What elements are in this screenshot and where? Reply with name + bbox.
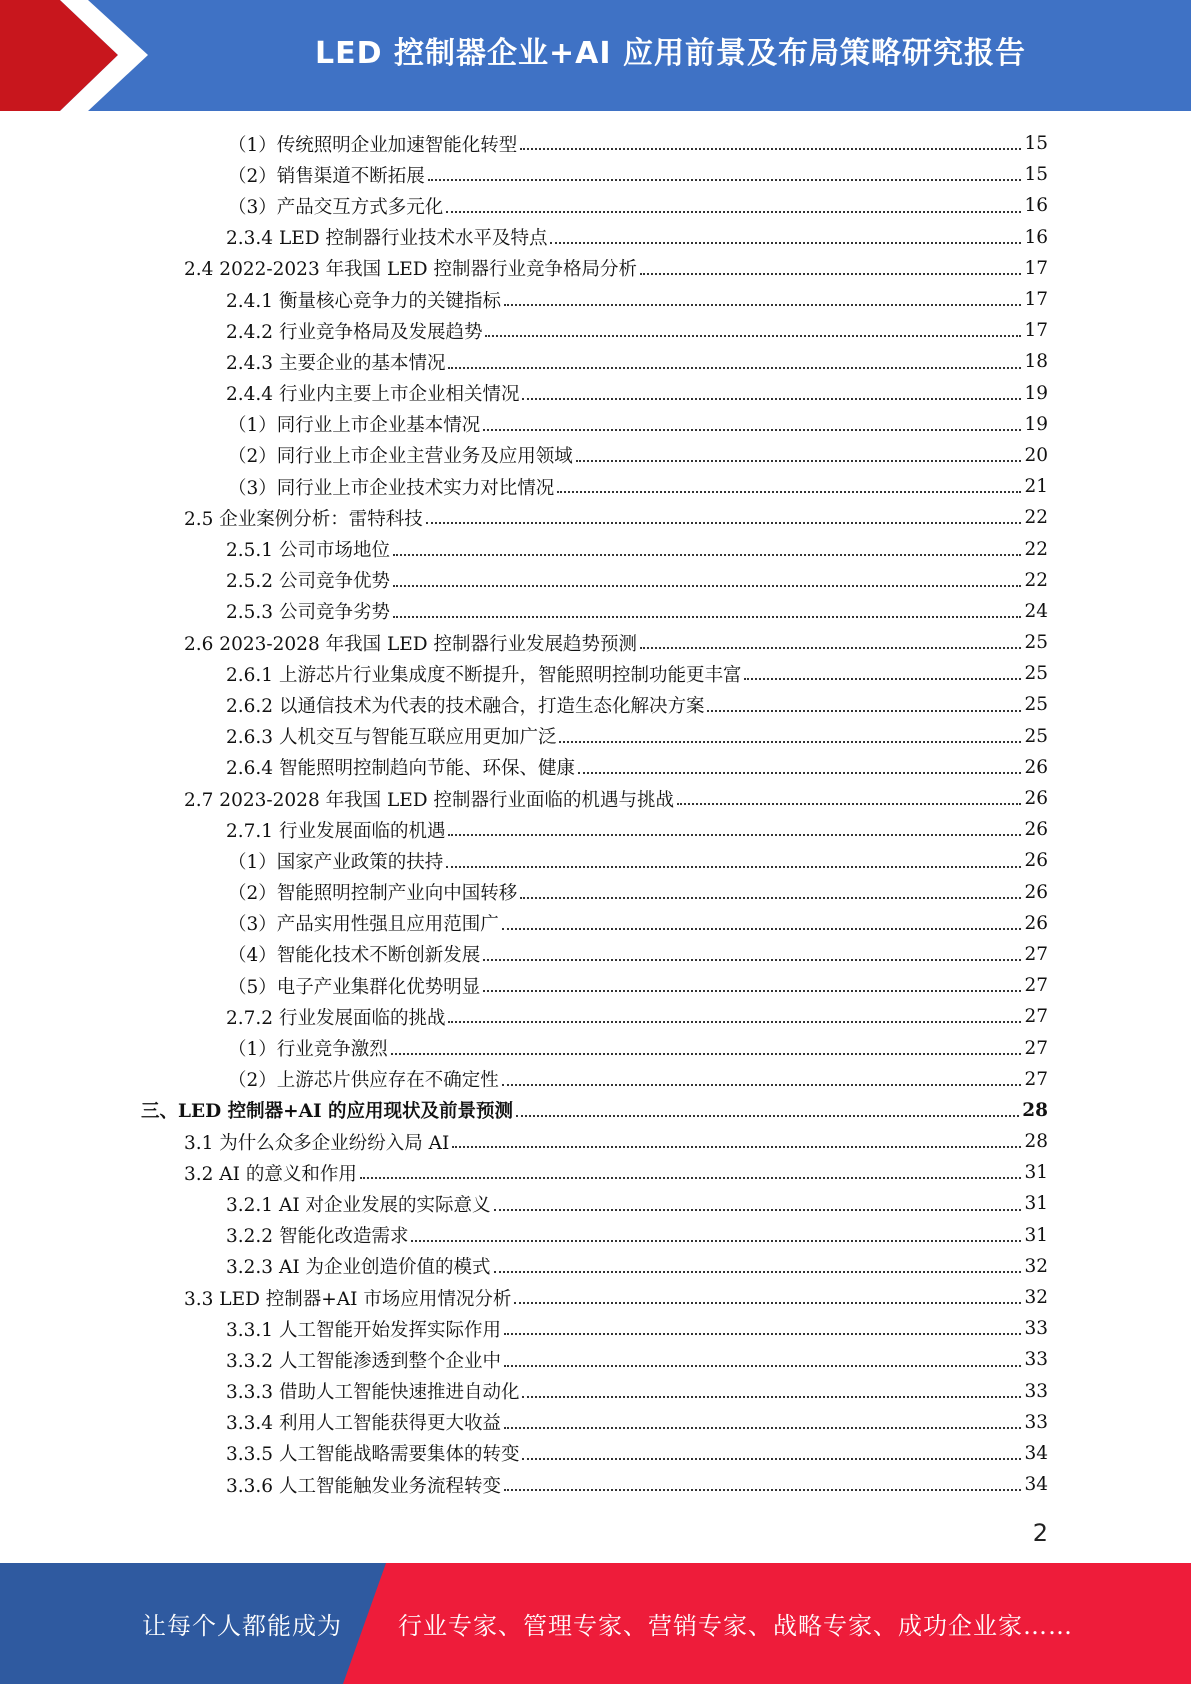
toc-entry[interactable] — [0, 721, 1191, 752]
toc-entry-title: （5）电子产业集群化优势明显 — [228, 976, 481, 998]
toc-entry[interactable] — [0, 159, 1191, 190]
toc-entry-page: 15 — [1024, 133, 1048, 155]
toc-entry-page: 33 — [1024, 1318, 1048, 1340]
toc-entry[interactable] — [0, 346, 1191, 377]
toc-entry-page: 26 — [1024, 850, 1048, 872]
toc-dot-leader — [559, 740, 1021, 743]
toc-entry-title: （2）销售渠道不断拓展 — [228, 165, 425, 187]
toc-entry-page: 16 — [1024, 195, 1048, 217]
toc-entry-page: 25 — [1024, 725, 1048, 747]
toc-dot-leader — [744, 677, 1021, 680]
toc-entry-page: 19 — [1024, 413, 1048, 435]
toc-dot-leader — [502, 1083, 1022, 1086]
toc-dot-leader — [393, 584, 1021, 587]
toc-entry-page: 32 — [1024, 1255, 1048, 1277]
toc-dot-leader — [504, 303, 1021, 306]
toc-entry[interactable] — [0, 284, 1191, 315]
page-number: 2 — [1032, 1519, 1048, 1547]
toc-dot-leader — [494, 1208, 1022, 1211]
toc-dot-leader — [360, 1176, 1022, 1179]
toc-entry-page: 26 — [1024, 788, 1048, 810]
toc-dot-leader — [640, 646, 1021, 649]
toc-entry[interactable] — [0, 378, 1191, 409]
toc-entry[interactable] — [0, 1032, 1191, 1063]
toc-entry-page: 31 — [1024, 1193, 1048, 1215]
toc-dot-leader — [448, 366, 1021, 369]
toc-entry-title: 3.1 为什么众多企业纷纷入局 AI — [184, 1132, 450, 1154]
toc-dot-leader — [393, 553, 1021, 556]
toc-dot-leader — [504, 1364, 1021, 1367]
toc-entry-title: 3.3.5 人工智能战略需要集体的转变 — [226, 1444, 520, 1466]
toc-entry-title: 3.2 AI 的意义和作用 — [184, 1163, 357, 1185]
toc-entry-title: 2.5.1 公司市场地位 — [226, 540, 390, 562]
toc-entry-page: 27 — [1024, 975, 1048, 997]
toc-entry-title: 2.4.4 行业内主要上市企业相关情况 — [226, 384, 520, 406]
toc-entry-title: 2.7 2023-2028 年我国 LED 控制器行业面临的机遇与挑战 — [184, 789, 674, 811]
toc-entry-page: 26 — [1024, 756, 1048, 778]
toc-entry-title: 2.6.4 智能照明控制趋向节能、环保、健康 — [226, 758, 575, 780]
toc-entry[interactable] — [0, 409, 1191, 440]
toc-dot-leader — [640, 272, 1021, 275]
toc-dot-leader — [522, 397, 1021, 400]
toc-entry-title: 2.5 企业案例分析：雷特科技 — [184, 508, 423, 530]
toc-entry-title: （1）同行业上市企业基本情况 — [228, 415, 481, 437]
toc-entry-title: 2.4 2022-2023 年我国 LED 控制器行业竞争格局分析 — [184, 259, 637, 281]
toc-entry-page: 31 — [1024, 1224, 1048, 1246]
toc-entry[interactable] — [0, 939, 1191, 970]
toc-dot-leader — [446, 865, 1021, 868]
toc-entry-title: （1）传统照明企业加速智能化转型 — [228, 134, 518, 156]
toc-dot-leader — [514, 1301, 1021, 1304]
toc-entry-page: 26 — [1024, 881, 1048, 903]
toc-entry[interactable] — [0, 471, 1191, 502]
toc-entry-page: 18 — [1024, 351, 1048, 373]
toc-entry-page: 21 — [1024, 476, 1048, 498]
toc-dot-leader — [483, 989, 1021, 992]
toc-entry-title: 2.6 2023-2028 年我国 LED 控制器行业发展趋势预测 — [184, 633, 637, 655]
toc-entry-page: 25 — [1024, 694, 1048, 716]
toc-entry-page: 34 — [1024, 1442, 1048, 1464]
toc-entry-title: （2）同行业上市企业主营业务及应用领域 — [228, 446, 573, 468]
toc-dot-leader — [448, 1020, 1021, 1023]
toc-entry-title: （2）智能照明控制产业向中国转移 — [228, 883, 518, 905]
toc-dot-leader — [707, 709, 1021, 712]
toc-entry-title: 2.7.2 行业发展面临的挑战 — [226, 1007, 446, 1029]
footer-slogan-left: 让每个人都能成为 — [142, 1612, 342, 1640]
toc-entry[interactable] — [0, 1376, 1191, 1407]
toc-entry[interactable] — [0, 502, 1191, 533]
toc-entry[interactable] — [0, 1313, 1191, 1344]
toc-dot-leader — [504, 1426, 1021, 1429]
toc-entry[interactable] — [0, 1126, 1191, 1157]
toc-dot-leader — [446, 210, 1021, 213]
toc-entry[interactable] — [0, 627, 1191, 658]
toc-dot-leader — [504, 1488, 1021, 1491]
toc-entry-title: 3.2.2 智能化改造需求 — [226, 1226, 409, 1248]
toc-dot-leader — [522, 1395, 1021, 1398]
toc-dot-leader — [391, 1052, 1022, 1055]
toc-entry-title: 2.3.4 LED 控制器行业技术水平及特点 — [226, 228, 548, 250]
toc-entry-page: 34 — [1024, 1474, 1048, 1496]
toc-entry-page: 19 — [1024, 382, 1048, 404]
toc-entry-page: 17 — [1024, 289, 1048, 311]
toc-entry-title: （1）国家产业政策的扶持 — [228, 851, 444, 873]
toc-dot-leader — [520, 896, 1021, 899]
toc-entry-page: 24 — [1024, 600, 1048, 622]
toc-entry-title: 2.6.2 以通信技术为代表的技术融合，打造生态化解决方案 — [226, 695, 705, 717]
toc-dot-leader — [677, 802, 1021, 805]
toc-entry[interactable] — [0, 783, 1191, 814]
report-title: LED 控制器企业+AI 应用前景及布局策略研究报告 — [315, 36, 1026, 71]
toc-entry[interactable] — [0, 658, 1191, 689]
toc-dot-leader — [576, 459, 1022, 462]
toc-entry-title: 3.3.4 利用人工智能获得更大收益 — [226, 1413, 501, 1435]
toc-entry[interactable] — [0, 440, 1191, 471]
toc-entry[interactable] — [0, 752, 1191, 783]
toc-entry-page: 17 — [1024, 257, 1048, 279]
toc-entry[interactable] — [0, 1251, 1191, 1282]
toc-entry[interactable] — [0, 814, 1191, 845]
toc-entry[interactable] — [0, 1469, 1191, 1500]
toc-entry-title: 2.5.3 公司竞争劣势 — [226, 602, 390, 624]
toc-entry[interactable] — [0, 1438, 1191, 1469]
toc-entry[interactable] — [0, 1001, 1191, 1032]
toc-entry-title: （3）同行业上市企业技术实力对比情况 — [228, 477, 555, 499]
toc-entry-page: 20 — [1024, 444, 1048, 466]
toc-entry[interactable] — [0, 533, 1191, 564]
toc-entry[interactable] — [0, 190, 1191, 221]
toc-entry-page: 33 — [1024, 1380, 1048, 1402]
toc-entry-page: 27 — [1024, 1037, 1048, 1059]
toc-entry-page: 28 — [1024, 1131, 1048, 1153]
toc-entry[interactable] — [0, 845, 1191, 876]
toc-dot-leader — [494, 1270, 1022, 1273]
page-header — [0, 0, 1191, 111]
toc-entry-page: 15 — [1024, 164, 1048, 186]
toc-entry-page: 25 — [1024, 632, 1048, 654]
toc-dot-leader — [485, 334, 1021, 337]
toc-entry-page: 31 — [1024, 1162, 1048, 1184]
toc-entry[interactable] — [0, 970, 1191, 1001]
toc-dot-leader — [452, 1145, 1021, 1148]
toc-dot-leader — [578, 771, 1021, 774]
toc-dot-leader — [502, 927, 1022, 930]
toc-entry-title: 3.3 LED 控制器+AI 市场应用情况分析 — [184, 1288, 512, 1310]
toc-entry[interactable] — [0, 253, 1191, 284]
toc-entry-title: 3.3.3 借助人工智能快速推进自动化 — [226, 1382, 520, 1404]
toc-entry[interactable] — [0, 128, 1191, 159]
toc-entry-title: 2.6.1 上游芯片行业集成度不断提升，智能照明控制功能更丰富 — [226, 664, 742, 686]
toc-entry-page: 32 — [1024, 1287, 1048, 1309]
toc-entry[interactable] — [0, 222, 1191, 253]
toc-entry[interactable] — [0, 908, 1191, 939]
toc-entry[interactable] — [0, 689, 1191, 720]
toc-dot-leader — [516, 1114, 1019, 1117]
toc-entry-title: 2.6.3 人机交互与智能互联应用更加广泛 — [226, 727, 557, 749]
toc-dot-leader — [504, 1332, 1021, 1335]
table-of-contents — [0, 128, 1191, 1500]
toc-entry[interactable] — [0, 1344, 1191, 1375]
toc-dot-leader — [426, 521, 1022, 524]
toc-entry-page: 26 — [1024, 912, 1048, 934]
toc-entry-page: 27 — [1024, 943, 1048, 965]
toc-entry-page: 25 — [1024, 663, 1048, 685]
toc-entry[interactable] — [0, 1095, 1191, 1126]
toc-entry-page: 22 — [1024, 569, 1048, 591]
toc-entry-title: 三、LED 控制器+AI 的应用现状及前景预测 — [141, 1101, 514, 1123]
toc-entry[interactable] — [0, 1220, 1191, 1251]
toc-entry[interactable] — [0, 596, 1191, 627]
toc-entry-page: 27 — [1024, 1068, 1048, 1090]
toc-entry-title: 2.5.2 公司竞争优势 — [226, 571, 390, 593]
footer-slogan-right: 行业专家、管理专家、营销专家、战略专家、成功企业家…… — [398, 1612, 1073, 1640]
toc-entry[interactable] — [0, 1064, 1191, 1095]
toc-entry-title: （4）智能化技术不断创新发展 — [228, 945, 481, 967]
toc-entry[interactable] — [0, 1282, 1191, 1313]
toc-dot-leader — [483, 958, 1021, 961]
toc-entry-title: （3）产品实用性强且应用范围广 — [228, 914, 499, 936]
toc-entry-page: 28 — [1022, 1099, 1048, 1121]
toc-entry-title: （2）上游芯片供应存在不确定性 — [228, 1070, 499, 1092]
toc-dot-leader — [550, 241, 1021, 244]
toc-entry-page: 22 — [1024, 538, 1048, 560]
toc-dot-leader — [557, 490, 1021, 493]
toc-entry-title: 2.4.1 衡量核心竞争力的关键指标 — [226, 290, 501, 312]
toc-entry[interactable] — [0, 1188, 1191, 1219]
toc-dot-leader — [393, 615, 1021, 618]
toc-entry-title: 2.4.2 行业竞争格局及发展趋势 — [226, 321, 483, 343]
toc-entry-page: 17 — [1024, 320, 1048, 342]
toc-dot-leader — [520, 147, 1021, 150]
toc-entry-title: 3.3.1 人工智能开始发挥实际作用 — [226, 1319, 501, 1341]
toc-entry-title: 3.3.6 人工智能触发业务流程转变 — [226, 1475, 501, 1497]
toc-dot-leader — [428, 178, 1022, 181]
toc-dot-leader — [411, 1239, 1021, 1242]
page-footer — [0, 1563, 1191, 1684]
toc-entry[interactable] — [0, 877, 1191, 908]
toc-entry-page: 27 — [1024, 1006, 1048, 1028]
toc-entry-title: 3.2.1 AI 对企业发展的实际意义 — [226, 1194, 491, 1216]
toc-entry-page: 16 — [1024, 226, 1048, 248]
toc-dot-leader — [448, 833, 1021, 836]
toc-dot-leader — [483, 428, 1021, 431]
toc-entry[interactable] — [0, 1157, 1191, 1188]
toc-entry-page: 33 — [1024, 1411, 1048, 1433]
toc-entry[interactable] — [0, 315, 1191, 346]
toc-entry-title: 2.7.1 行业发展面临的机遇 — [226, 820, 446, 842]
toc-entry-page: 26 — [1024, 819, 1048, 841]
toc-entry-title: 2.4.3 主要企业的基本情况 — [226, 352, 446, 374]
toc-entry-title: （3）产品交互方式多元化 — [228, 196, 444, 218]
toc-entry[interactable] — [0, 565, 1191, 596]
toc-dot-leader — [522, 1457, 1021, 1460]
toc-entry-title: （1）行业竞争激烈 — [228, 1039, 388, 1061]
toc-entry-page: 22 — [1024, 507, 1048, 529]
toc-entry[interactable] — [0, 1407, 1191, 1438]
toc-entry-page: 33 — [1024, 1349, 1048, 1371]
toc-entry-title: 3.2.3 AI 为企业创造价值的模式 — [226, 1257, 491, 1279]
toc-entry-title: 3.3.2 人工智能渗透到整个企业中 — [226, 1350, 501, 1372]
